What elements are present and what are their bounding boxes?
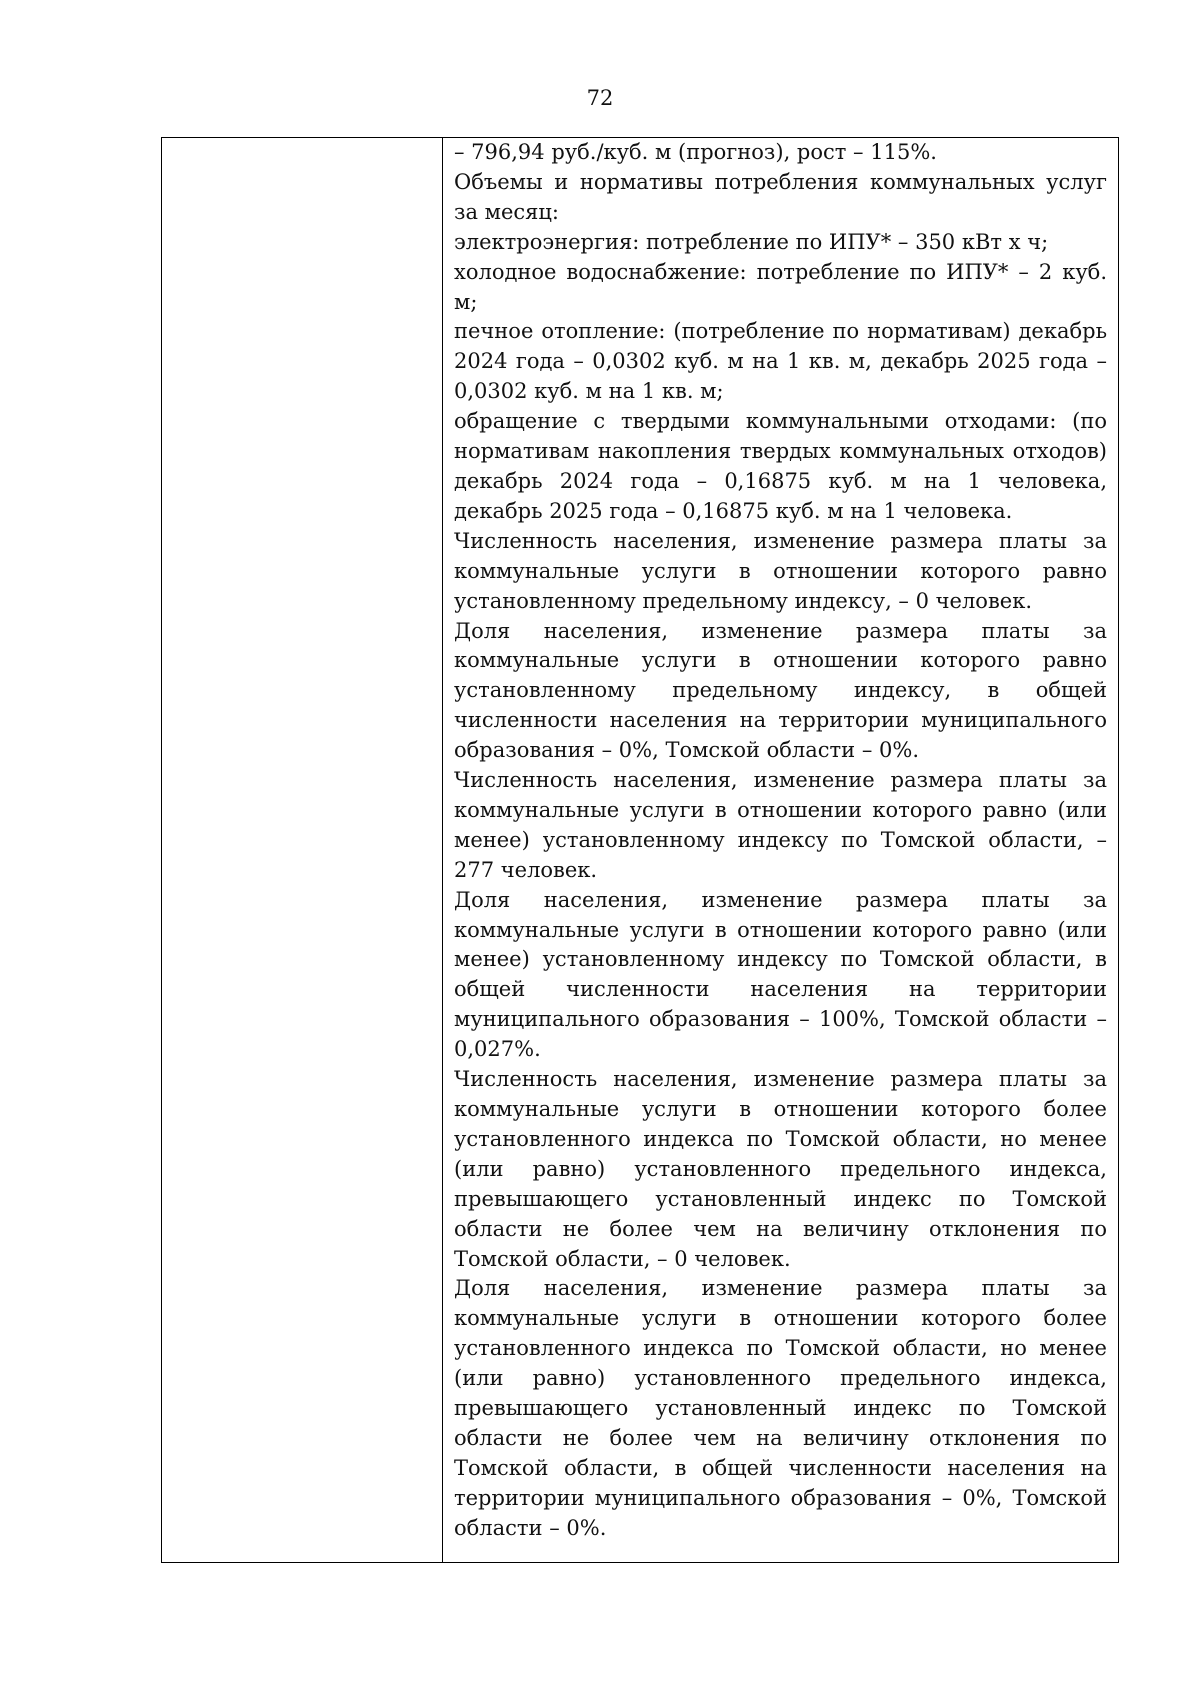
table-cell-right	[443, 138, 1118, 1562]
paragraph-stove-heating: печное отопление: (потребление по нормативам) декабрь 2024 года – 0,0302 куб. м на 1 кв. м, декабрь 2025 года – 0,0302 куб. м на 1 кв. м;	[454, 319, 1107, 404]
paragraph-population-equal-limit: Численность населения, изменение размера платы за коммунальные услуги в отношении которого равно установленному предельному индексу, – 0 человек.	[454, 528, 1107, 613]
table-cell-left	[162, 138, 443, 1562]
paragraph-share-above-index: Доля населения, изменение размера платы за коммунальные услуги в отношении которого более установленного индекса по Томской области, но менее (или равно) установленного предельного индекса, превышающего установленный индекс по Томской области не более чем на величину отклонения по Томской области, в общей численности населения на территории муниципального образования – 0%, Томской области – 0%.	[454, 1276, 1107, 1540]
paragraph-electricity: электроэнергия: потребление по ИПУ* – 350 кВт х ч;	[454, 229, 1049, 254]
paragraph-cold-water: холодное водоснабжение: потребление по ИПУ* – 2 куб. м;	[454, 259, 1107, 314]
paragraph-volumes-heading: Объемы и нормативы потребления коммунальных услуг за месяц:	[454, 169, 1107, 224]
page-number: 72	[586, 86, 614, 110]
paragraph-solid-waste: обращение с твердыми коммунальными отходами: (по нормативам накопления твердых коммунальных отходов) декабрь 2024 года – 0,16875 куб. м на 1 человека, декабрь 2025 года – 0,16875 куб. м на 1 человека.	[454, 409, 1107, 523]
document-table	[161, 137, 1119, 1563]
paragraph-tariff-growth: – 796,94 руб./куб. м (прогноз), рост – 115%.	[454, 140, 937, 164]
paragraph-share-equal-limit: Доля населения, изменение размера платы за коммунальные услуги в отношении которого равно установленному предельному индексу, в общей численности населения на территории муниципального образования – 0%, Томской области – 0%.	[454, 618, 1107, 763]
paragraph-share-below-index: Доля населения, изменение размера платы за коммунальные услуги в отношении которого равно (или менее) установленному индексу по Томской области, в общей численности населения на территории муниципального образования – 100%, Томской области – 0,027%.	[454, 887, 1107, 1062]
paragraph-population-below-index: Численность населения, изменение размера платы за коммунальные услуги в отношении которого равно (или менее) установленному индексу по Томской области, – 277 человек.	[454, 768, 1107, 882]
paragraph-population-above-index: Численность населения, изменение размера платы за коммунальные услуги в отношении которого более установленного индекса по Томской области, но менее (или равно) установленного предельного индекса, превышающего установленный индекс по Томской области не более чем на величину отклонения по Томской области, – 0 человек.	[454, 1067, 1107, 1271]
